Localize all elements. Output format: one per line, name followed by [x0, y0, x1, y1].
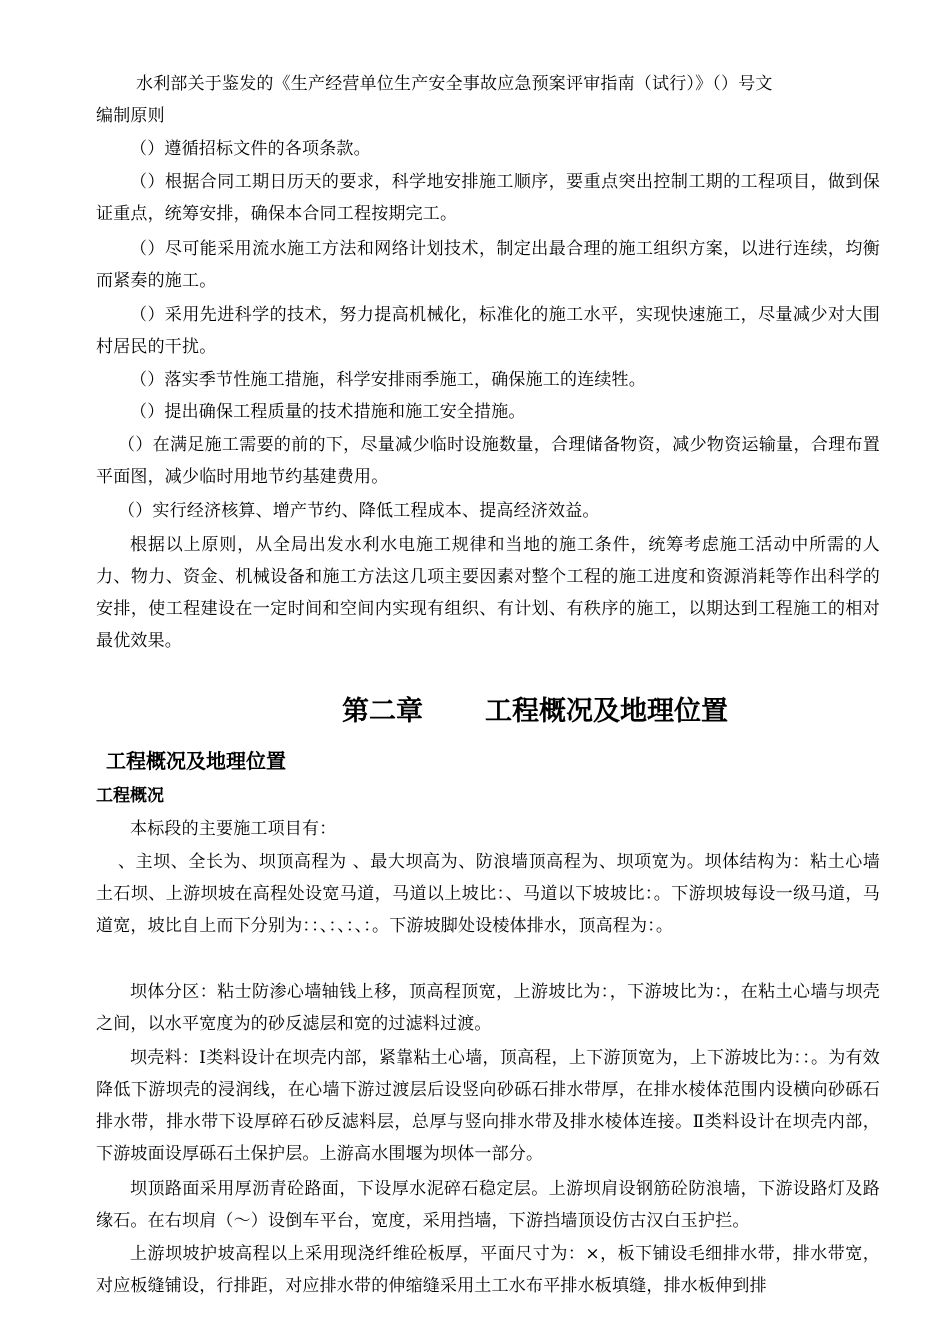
body-crest-road: 坝顶路面采用厚沥青砼路面，下设厚水泥碎石稳定层。上游坝肩设钢筋砼防浪墙，下游设路灯及路缘石。在右坝肩（～）设倒车平台，宽度，采用挡墙，下游挡墙顶设仿古汉白玉护拦。 — [96, 1179, 880, 1231]
chapter-number: 第二章 — [342, 696, 423, 727]
principle-item-1: （）遵循招标文件的各项条款。 — [130, 139, 371, 159]
principle-item-3: （）尽可能采用流水施工方法和网络计划技术，制定出最合理的施工组织方案，以进行连续，均衡而紧奏的施工。 — [96, 239, 880, 291]
body-shell-material: 坝壳料：Ⅰ类料设计在坝壳内部，紧靠粘土心墙，顶高程，上下游顶宽为，上下游坡比为：：。为有效降低下游坝壳的浸润线，在心墙下游过渡层后设竖向砂砾石排水带厚，在排水棱体范围内设横向砂砾石排水带，排水带下设厚碎石砂反滤料层，总厚与竖向排水带及排水棱体连接。Ⅱ类料设计在坝壳内部，下游坡面设厚砾石土保护层。上游高水围堰为坝体一部分。 — [96, 1048, 880, 1164]
principle-item-5: （）落实季节性施工措施，科学安排雨季施工，确保施工的连续牲。 — [130, 370, 646, 390]
body-intro: 本标段的主要施工项目有： — [130, 819, 337, 839]
body-dam-zoning: 坝体分区：粘士防渗心墙轴钱上移，顶高程顶宽，上游坡比为：，下游坡比为：，在粘土心墙与坝壳之间，以水平宽度为的砂反滤层和宽的过滤料过渡。 — [96, 982, 880, 1034]
chapter-title: 工程概况及地理位置 — [485, 696, 728, 727]
heading-principles: 编制原则 — [96, 106, 165, 126]
principle-item-4: （）采用先进科学的技术，努力提高机械化，标准化的施工水平，实现快速施工，尽量减少对大围村居民的干扰。 — [96, 305, 880, 357]
principle-item-2: （）根据合同工期日历天的要求，科学地安排施工顺序，要重点突出控制工期的工程项目，做到保证重点，统筹安排，确保本合同工程按期完工。 — [96, 172, 880, 224]
chapter-heading — [0, 690, 950, 734]
subsection-heading: 工程概况 — [96, 786, 164, 806]
section-heading: 工程概况及地理位置 — [106, 749, 286, 773]
principle-item-8: （）实行经济核算、增产节约、降低工程成本、提高经济效益。 — [118, 501, 600, 521]
reference-line: 水利部关于鉴发的《生产经营单位生产安全事故应急预案评审指南（试行）》（）号文 — [136, 74, 773, 94]
principle-item-6: （）提出确保工程质量的技术措施和施工安全措施。 — [130, 402, 526, 422]
principles-summary: 根据以上原则，从全局出发水利水电施工规律和当地的施工条件，统筹考虑施工活动中所需的人力、物力、资金、机械设备和施工方法这几项主要因素对整个工程的施工进度和资源消耗等作出科学的安排，使工程建设在一定时间和空间内实现有组织、有计划、有秩序的施工，以期达到工程施工的相对最优效果。 — [96, 535, 880, 651]
body-main-dam: 、主坝、全长为、坝顶高程为 、最大坝高为、防浪墙顶高程为、坝项宽为。坝体结构为：粘土心墙土石坝、上游坝坡在高程处设宽马道，马道以上坡比：、马道以下坡坡比：。下游坝坡每设一级马道，马道宽，坡比自上而下分别为：：、：、：、：。下游坡脚处设棱体排水，顶高程为：。 — [96, 852, 880, 936]
principle-item-7: （）在满足施工需要的前的下，尽量减少临时设施数量，合理储备物资，减少物资运输量，合理布置平面图，减少临时用地节约基建费用。 — [96, 435, 880, 487]
body-upstream-slope: 上游坝坡护坡高程以上采用现浇纤维砼板厚，平面尺寸为：×，板下铺设毛细排水带，排水带宽，对应板缝铺设，行排距，对应排水带的伸缩缝采用土工水布平排水板填缝，排水板伸到排 — [96, 1244, 880, 1296]
